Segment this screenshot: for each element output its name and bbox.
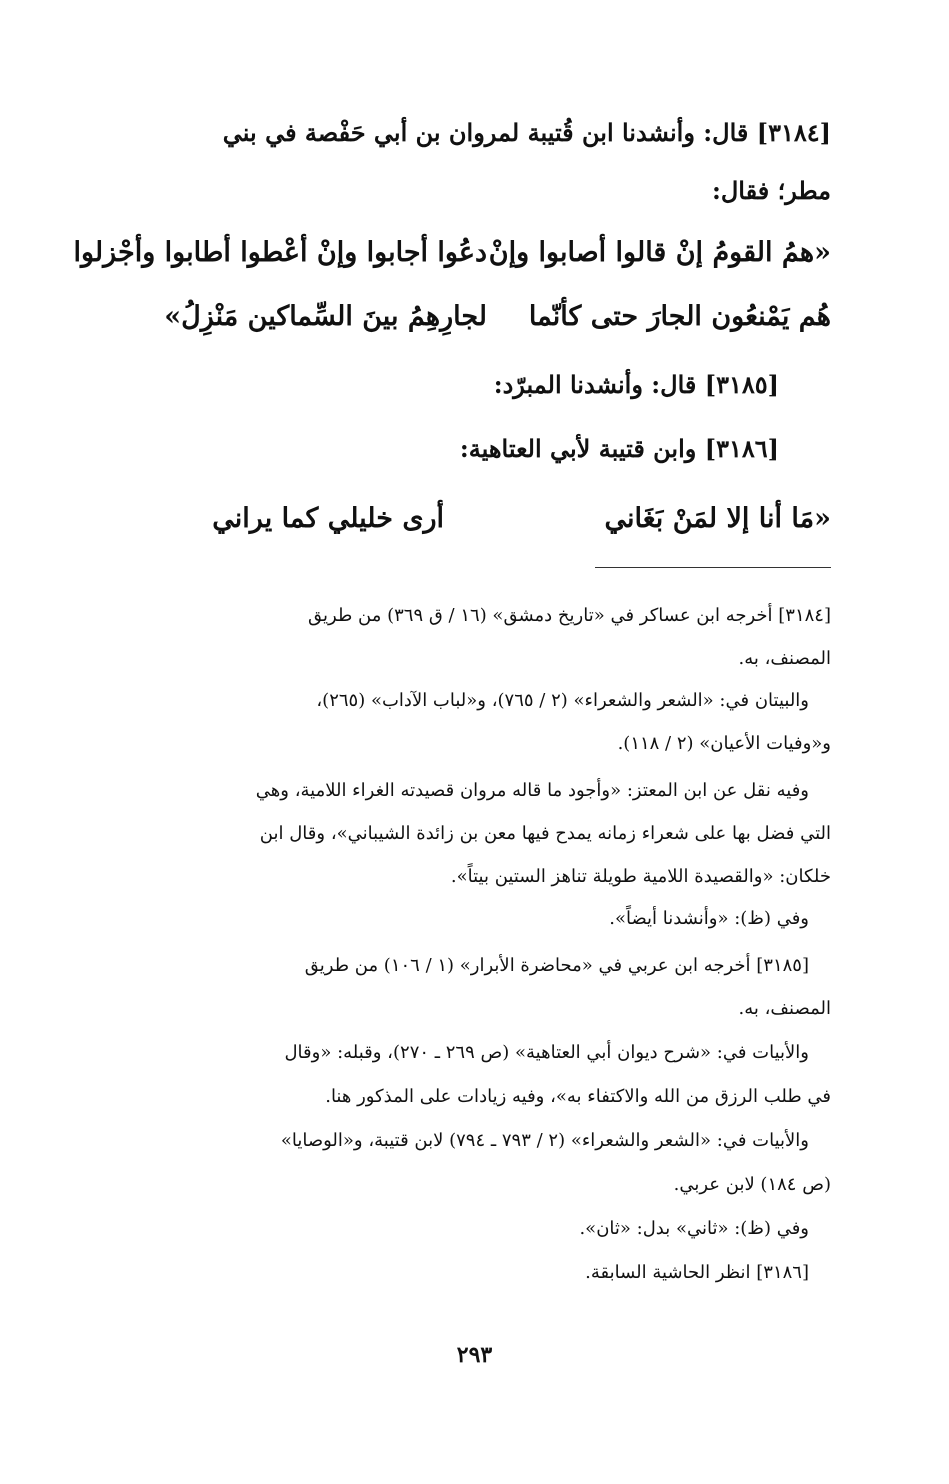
footnote-line: خلكان: «والقصيدة اللامية طويلة تناهز الستين بيتاً».	[450, 866, 831, 887]
footnote-line: المصنف، به.	[738, 648, 831, 669]
verse-3-second-hemistich: أرى خليلي كما يراني	[212, 503, 444, 534]
entry-3185: [٣١٨٥] قال: وأنشدنا المبرّد:	[493, 370, 779, 399]
footnote-line: [٣١٨٤] أخرجه ابن عساكر في «تاريخ دمشق» (١٦ / ق ٣٦٩) من طريق	[308, 605, 831, 626]
footnote-line: المصنف، به.	[738, 998, 831, 1019]
footnote-line: [٣١٨٥] أخرجه ابن عربي في «محاضرة الأبرار» (١ / ١٠٦) من طريق	[304, 955, 809, 976]
footnote-line: والأبيات في: «الشعر والشعراء» (٢ / ٧٩٣ ـ ٧٩٤) لابن قتيبة، و«الوصايا»	[280, 1130, 809, 1151]
footnote-line: وفي (ظ): «ثاني» بدل: «ثان».	[579, 1218, 809, 1239]
footnote-line: و«وفيات الأعيان» (٢ / ١١٨).	[617, 733, 831, 754]
entry-3184-line1: [٣١٨٤] قال: وأنشدنا ابن قُتيبة لمروان بن أبي حَفْصة في بني	[222, 118, 831, 147]
verse-3-first-hemistich: «مَا أنا إلا لمَنْ بَغَاني	[604, 503, 831, 534]
footnote-line: وفي (ظ): «وأنشدنا أيضاً».	[609, 908, 809, 929]
verse-1-second-hemistich: دعُوا أجابوا وإنْ أعْطوا أطابوا وأجْزلوا	[73, 237, 487, 268]
entry-3184-line2: مطر؛ فقال:	[712, 176, 831, 205]
footnote-line: والبيتان في: «الشعر والشعراء» (٢ / ٧٦٥)، و«لباب الآداب» (٢٦٥)،	[316, 690, 809, 711]
footnote-line: في طلب الرزق من الله والاكتفاء به»، وفيه زيادات على المذكور هنا.	[325, 1086, 831, 1107]
verse-1-first-hemistich: «همُ القومُ إنْ قالوا أصابوا وإنْ	[488, 237, 831, 268]
footnote-line: والأبيات في: «شرح ديوان أبي العتاهية» (ص ٢٦٩ ـ ٢٧٠)، وقبله: «وقال	[284, 1042, 809, 1063]
footnote-line: التي فضل بها على شعراء زمانه يمدح فيها معن بن زائدة الشيباني»، وقال ابن	[259, 823, 831, 844]
footnote-separator	[595, 567, 831, 568]
footnote-line: وفيه نقل عن ابن المعتز: «وأجود ما قاله مروان قصيدته الغراء اللامية، وهي	[255, 780, 809, 801]
verse-2-first-hemistich: هُم يَمْنعُون الجارَ حتى كأنّما	[528, 301, 831, 332]
footnote-line: (ص ١٨٤) لابن عربي.	[673, 1174, 831, 1195]
entry-3186: [٣١٨٦] وابن قتيبة لأبي العتاهية:	[459, 434, 779, 463]
page-number: ٢٩٣	[456, 1342, 493, 1368]
footnote-line: [٣١٨٦] انظر الحاشية السابقة.	[585, 1262, 809, 1283]
verse-2-second-hemistich: لجارِهِمُ بينَ السِّماكين مَنْزِلُ»	[164, 301, 487, 332]
